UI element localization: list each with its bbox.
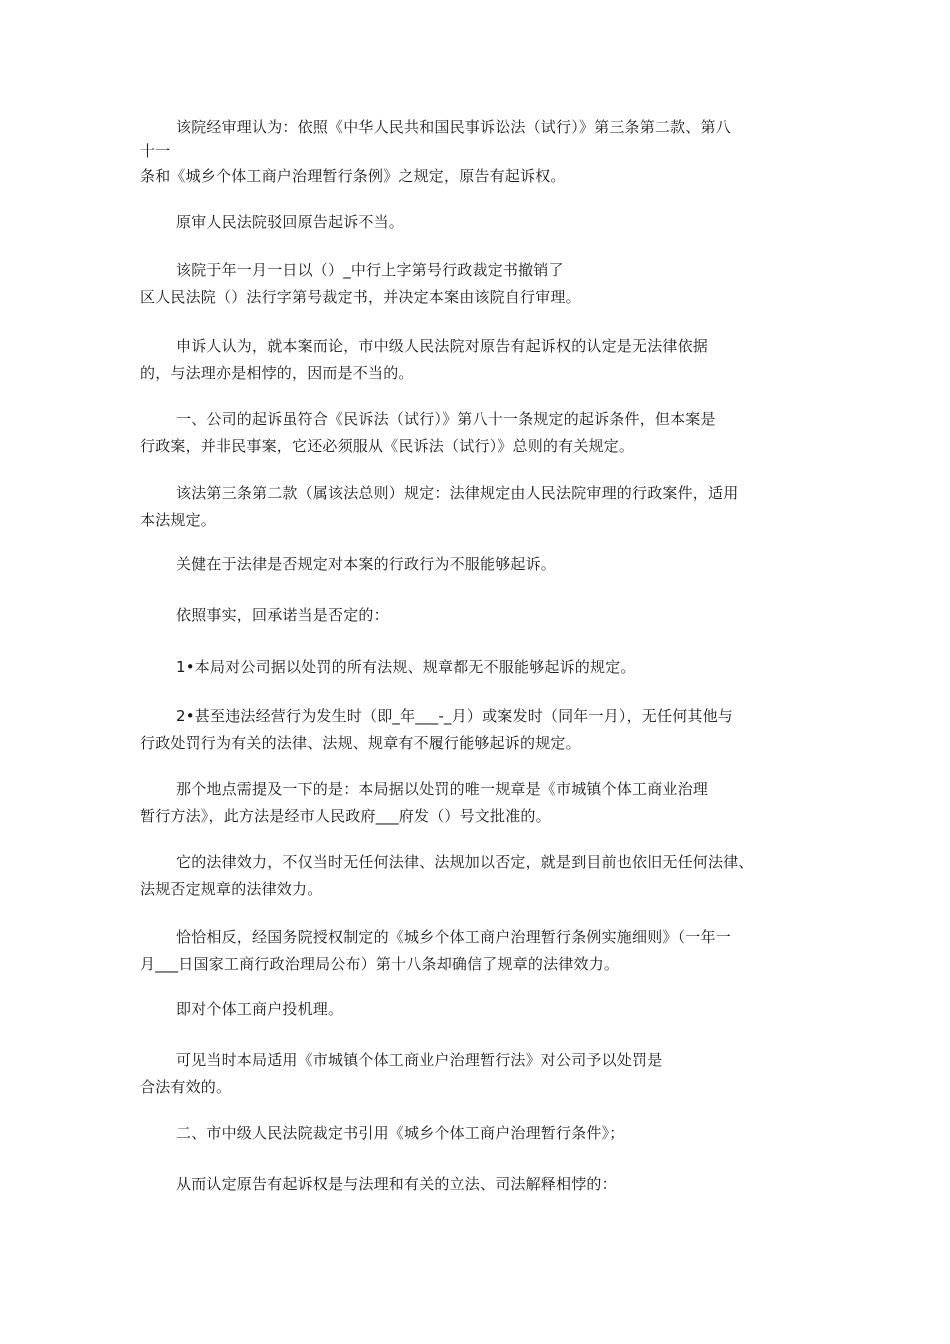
paragraph-line: 合法有效的。 (140, 1078, 232, 1096)
paragraph-line: 区人民法院（）法行字第号裁定书，并决定本案由该院自行审理。 (140, 288, 581, 306)
paragraph-line: 月___日国家工商行政治理局公布）第十八条却确信了规章的法律效力。 (140, 955, 620, 973)
paragraph-line: 一、公司的起诉虽符合《民诉法（试行）》第八十一条规定的起诉条件，但本案是 (176, 410, 716, 428)
paragraph-line: 关健在于法律是否规定对本案的行政行为不服能够起诉。 (176, 555, 557, 573)
paragraph-line: 该院经审理认为：依照《中华人民共和国民事诉讼法（试行）》第三条第二款、第八 (176, 118, 731, 136)
paragraph-16 (140, 1120, 830, 1147)
paragraph-7 (140, 551, 830, 578)
paragraph-15 (140, 1047, 830, 1101)
paragraph-line: 1•本局对公司据以处罚的所有法规、规章都无不服能够起诉的规定。 (176, 658, 636, 676)
paragraph-3 (140, 257, 830, 311)
paragraph-line: 行政案，并非民事案，它还必须服从《民诉法（试行）》总则的有关规定。 (140, 437, 635, 455)
paragraph-4 (140, 333, 830, 387)
paragraph-10 (140, 703, 830, 757)
paragraph-9 (140, 654, 830, 681)
paragraph-1 (140, 114, 830, 191)
paragraph-line: 2•甚至违法经营行为发生时（即_年___-_月）或案发时（同年一月），无任何其他与 (176, 707, 734, 725)
paragraph-line: 二、市中级人民法院裁定书引用《城乡个体工商户治理暂行条件》； (176, 1124, 625, 1142)
paragraph-line: 恰恰相反，经国务院授权制定的《城乡个体工商户治理暂行条例实施细则》（一年一 (176, 928, 731, 946)
paragraph-6 (140, 480, 830, 534)
paragraph-line: 依照事实，回承诺当是否定的： (176, 606, 389, 624)
paragraph-12 (140, 849, 830, 903)
paragraph-8 (140, 602, 830, 629)
paragraph-line: 法规否定规章的法律效力。 (140, 880, 323, 898)
paragraph-line: 条和《城乡个体工商户治理暂行条例》之规定，原告有起诉权。 (140, 167, 566, 185)
paragraph-line: 该院于年一月一日以（）_中行上字第号行政裁定书撤销了 (176, 261, 564, 279)
paragraph-17 (140, 1171, 830, 1198)
paragraph-line: 该法第三条第二款（属该法总则）规定：法律规定由人民法院审理的行政案件，适用 (176, 484, 739, 502)
paragraph-line: 的，与法理亦是相悖的，因而是不当的。 (140, 364, 414, 382)
paragraph-line: 行政处罚行为有关的法律、法规、规章有不履行能够起诉的规定。 (140, 734, 581, 752)
paragraph-14 (140, 996, 830, 1023)
paragraph-11 (140, 776, 830, 830)
paragraph-line: 十一 (140, 142, 171, 160)
paragraph-line: 它的法律效力，不仅当时无任何法律、法规加以否定，就是到目前也依旧无任何法律、 (176, 853, 754, 871)
paragraph-13 (140, 924, 830, 978)
paragraph-line: 原审人民法院驳回原告起诉不当。 (176, 213, 405, 231)
paragraph-line: 即对个体工商户投机理。 (176, 1000, 344, 1018)
paragraph-line: 从而认定原告有起诉权是与法理和有关的立法、司法解释相悖的： (176, 1175, 617, 1193)
paragraph-5 (140, 406, 830, 460)
paragraph-line: 本法规定。 (140, 511, 217, 529)
paragraph-2 (140, 209, 830, 236)
paragraph-line: 暂行方法》，此方法是经市人民政府___府发（）号文批准的。 (140, 807, 551, 825)
paragraph-line: 那个地点需提及一下的是：本局据以处罚的唯一规章是《市城镇个体工商业治理 (176, 780, 709, 798)
paragraph-line: 可见当时本局适用《市城镇个体工商业户治理暂行法》对公司予以处罚是 (176, 1051, 663, 1069)
paragraph-line: 申诉人认为，就本案而论，市中级人民法院对原告有起诉权的认定是无法律依据 (176, 337, 709, 355)
